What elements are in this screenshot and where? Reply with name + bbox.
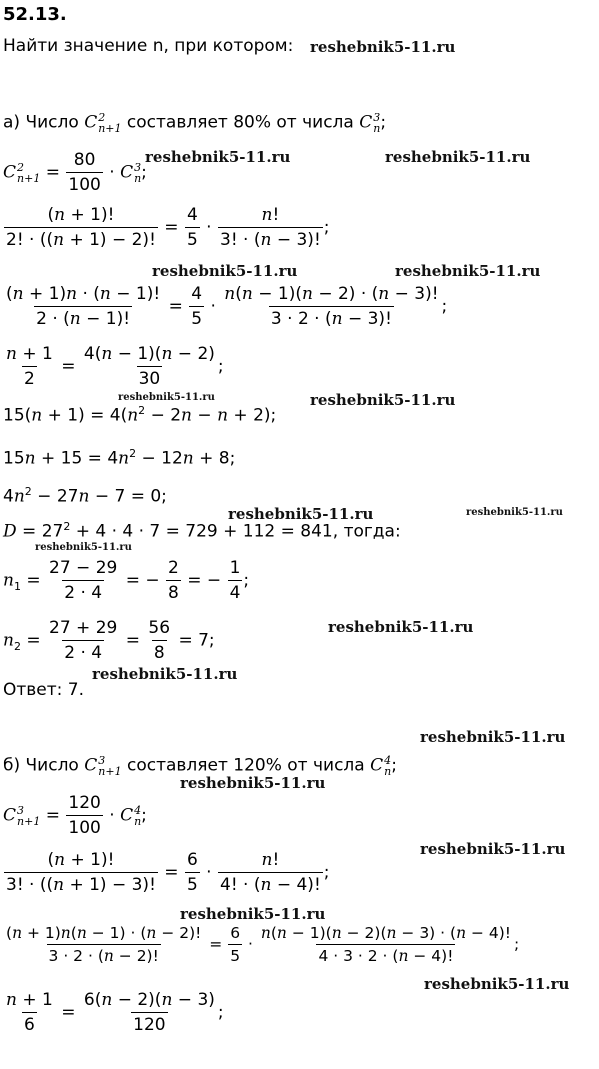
watermark: reshebnik5-11.ru [310, 38, 456, 56]
part-a-eq5: $15(n + 1) = 4(n^2 - 2n - n + 2)$; [3, 404, 277, 426]
part-b-statement: б) Число C 3 n+1 составляет 120% от числа C 4 n ; [3, 754, 397, 778]
watermark: reshebnik5-11.ru [180, 905, 326, 923]
watermark: reshebnik5-11.ru [145, 148, 291, 166]
part-a-label: а) Число [3, 112, 79, 133]
watermark: reshebnik5-11.ru [466, 507, 563, 518]
part-a-eq1: C 2 n+1 = $\frac{80}{100}$ · C 3 n ; [3, 150, 147, 195]
part-a-text: составляет 80% от числа [126, 112, 354, 133]
watermark: reshebnik5-11.ru [152, 262, 298, 280]
watermark: reshebnik5-11.ru [118, 392, 215, 403]
part-b-text: составляет 120% от числа [126, 755, 365, 776]
part-a-answer: Ответ: 7. [3, 680, 85, 700]
watermark: reshebnik5-11.ru [35, 542, 132, 553]
watermark: reshebnik5-11.ru [92, 665, 238, 683]
part-a-eq8: $D = 27^2 + 4 \cdot 4 \cdot 7 = 729 + 112 = 841$, тогда: [3, 520, 401, 542]
watermark: reshebnik5-11.ru [385, 148, 531, 166]
watermark: reshebnik5-11.ru [228, 505, 374, 523]
part-b-eq1: C 3 n+1 = $\frac{120}{100}$ · C 4 n ; [3, 793, 147, 838]
watermark: reshebnik5-11.ru [424, 975, 570, 993]
part-b-label: б) Число [3, 755, 79, 776]
part-b-eq3: $\frac{(n + 1)n(n - 1) \cdot (n - 2)!}{3 \cdot 2 \cdot (n - 2)!}$ = $\frac{6}{5}$ · $\frac{n(n - 1)(n - 2)(n - 3) \cdot (n - 4)!}{4 \cdot 3 \cdot 2 \cdot (n - 4)!}$ ; [6, 924, 520, 965]
part-b-eq4: $\frac{n + 1}{6}$ = $\frac{6(n - 2)(n - 3)}{120}$ ; [6, 990, 224, 1035]
part-a-eq7: $4n^2 - 27n - 7 = 0$; [3, 485, 167, 507]
part-a-eq2: $\frac{(n + 1)!}{2! \cdot ((n + 1) - 2)!}$ = $\frac{4}{5}$ · $\frac{n!}{3! \cdot (n - 3)!}$ ; [6, 205, 330, 250]
then-word: тогда: [343, 521, 401, 542]
watermark: reshebnik5-11.ru [328, 618, 474, 636]
part-a-eq6: $15n + 15 = 4n^2 - 12n + 8$; [3, 447, 236, 469]
watermark: reshebnik5-11.ru [180, 774, 326, 792]
watermark: reshebnik5-11.ru [395, 262, 541, 280]
problem-statement: Найти значение n, при котором: [3, 36, 294, 56]
problem-number: 52.13. [3, 4, 67, 25]
part-a-eq10: $n_2$ = $\frac{27 + 29}{2 \cdot 4}$ = $\frac{56}{8}$ = 7; [3, 618, 215, 663]
watermark: reshebnik5-11.ru [420, 728, 566, 746]
part-a-statement: а) Число C 2 n+1 составляет 80% от числа C 3 n ; [3, 111, 387, 135]
watermark: reshebnik5-11.ru [420, 840, 566, 858]
part-a-eq4: $\frac{n + 1}{2}$ = $\frac{4(n - 1)(n - 2)}{30}$ ; [6, 344, 224, 389]
part-b-eq2: $\frac{(n + 1)!}{3! \cdot ((n + 1) - 3)!}$ = $\frac{6}{5}$ · $\frac{n!}{4! \cdot (n - 4)!}$ ; [6, 850, 330, 895]
part-a-eq9: $n_1$ = $\frac{27 - 29}{2 \cdot 4}$ = − $\frac{2}{8}$ = − $\frac{1}{4}$ ; [3, 558, 250, 603]
part-a-eq3: $\frac{(n + 1)n \cdot (n - 1)!}{2 \cdot (n - 1)!}$ = $\frac{4}{5}$ · $\frac{n(n - 1)(n - 2) \cdot (n - 3)!}{3 \cdot 2 \cdot (n - 3)!}$ ; [6, 284, 448, 329]
watermark: reshebnik5-11.ru [310, 391, 456, 409]
